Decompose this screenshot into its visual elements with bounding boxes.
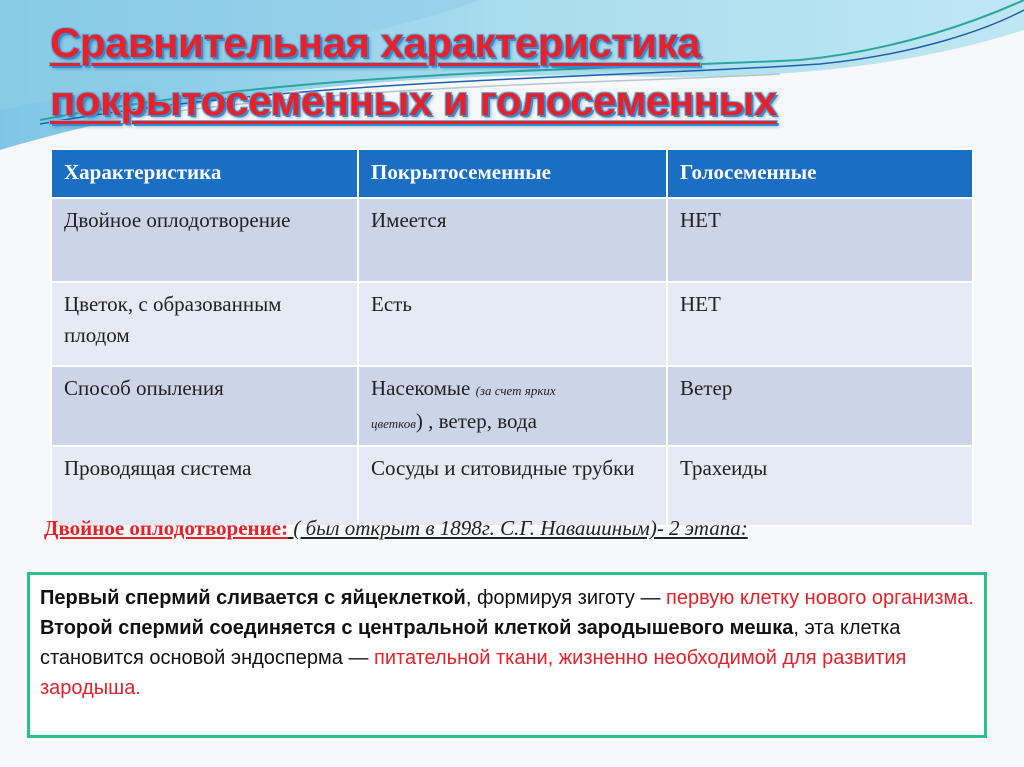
cell-angiosperms	[358, 366, 667, 446]
note-lead: Двойное оплодотворение:	[44, 516, 289, 540]
pollination-note-cont: цветков	[371, 416, 416, 431]
pollination-main: Насекомые	[371, 376, 476, 400]
cell-gymnosperms: Ветер	[667, 366, 973, 446]
comparison-table	[50, 148, 974, 527]
cell-gymnosperms: Трахеиды	[667, 446, 973, 526]
stage-2-red: питательной ткани, жизненно необходимой для развития зародыша.	[40, 647, 907, 699]
header-characteristic: Характеристика	[51, 149, 358, 198]
page-title	[50, 14, 777, 130]
cell-characteristic: Цветок, с образованным плодом	[51, 282, 358, 366]
table-row	[51, 282, 973, 366]
title-line-1: Сравнительная характеристика	[50, 19, 700, 66]
cell-gymnosperms: НЕТ	[667, 198, 973, 282]
note-rest: ( был открыт в 1898г. С.Г. Навашиным)- 2 этапа:	[288, 516, 748, 540]
cell-angiosperms: Сосуды и ситовидные трубки	[358, 446, 667, 526]
header-gymnosperms: Голосеменные	[667, 149, 973, 198]
cell-angiosperms: Есть	[358, 282, 667, 366]
stage-1-plain: , формируя зиготу —	[465, 587, 667, 609]
header-angiosperms: Покрытосеменные	[358, 149, 667, 198]
cell-characteristic: Двойное оплодотворение	[51, 198, 358, 282]
stage-2-plain: , эта клетка становится основой эндосперма —	[40, 617, 901, 669]
table-row	[51, 366, 973, 446]
stage-1-bold: Первый спермий сливается с яйцеклеткой	[40, 587, 466, 609]
pollination-note: (за счет ярких	[475, 383, 556, 398]
stage-2-bold: Второй спермий соединяется с центральной клеткой зародышевого мешка	[40, 617, 794, 639]
cell-characteristic: Способ опыления	[51, 366, 358, 446]
stage-2	[40, 613, 974, 703]
title-line-2: покрытосеменных и голосеменных	[50, 77, 777, 124]
table-row	[51, 198, 973, 282]
cell-angiosperms: Имеется	[358, 198, 667, 282]
stage-1	[40, 583, 974, 613]
fertilization-stages-box	[27, 572, 987, 738]
double-fertilization-note	[44, 514, 944, 543]
cell-characteristic: Проводящая система	[51, 446, 358, 526]
cell-gymnosperms: НЕТ	[667, 282, 973, 366]
pollination-tail: ) , ветер, вода	[415, 409, 537, 433]
stage-1-red: первую клетку нового организма.	[666, 587, 974, 609]
table-header-row	[51, 149, 973, 198]
